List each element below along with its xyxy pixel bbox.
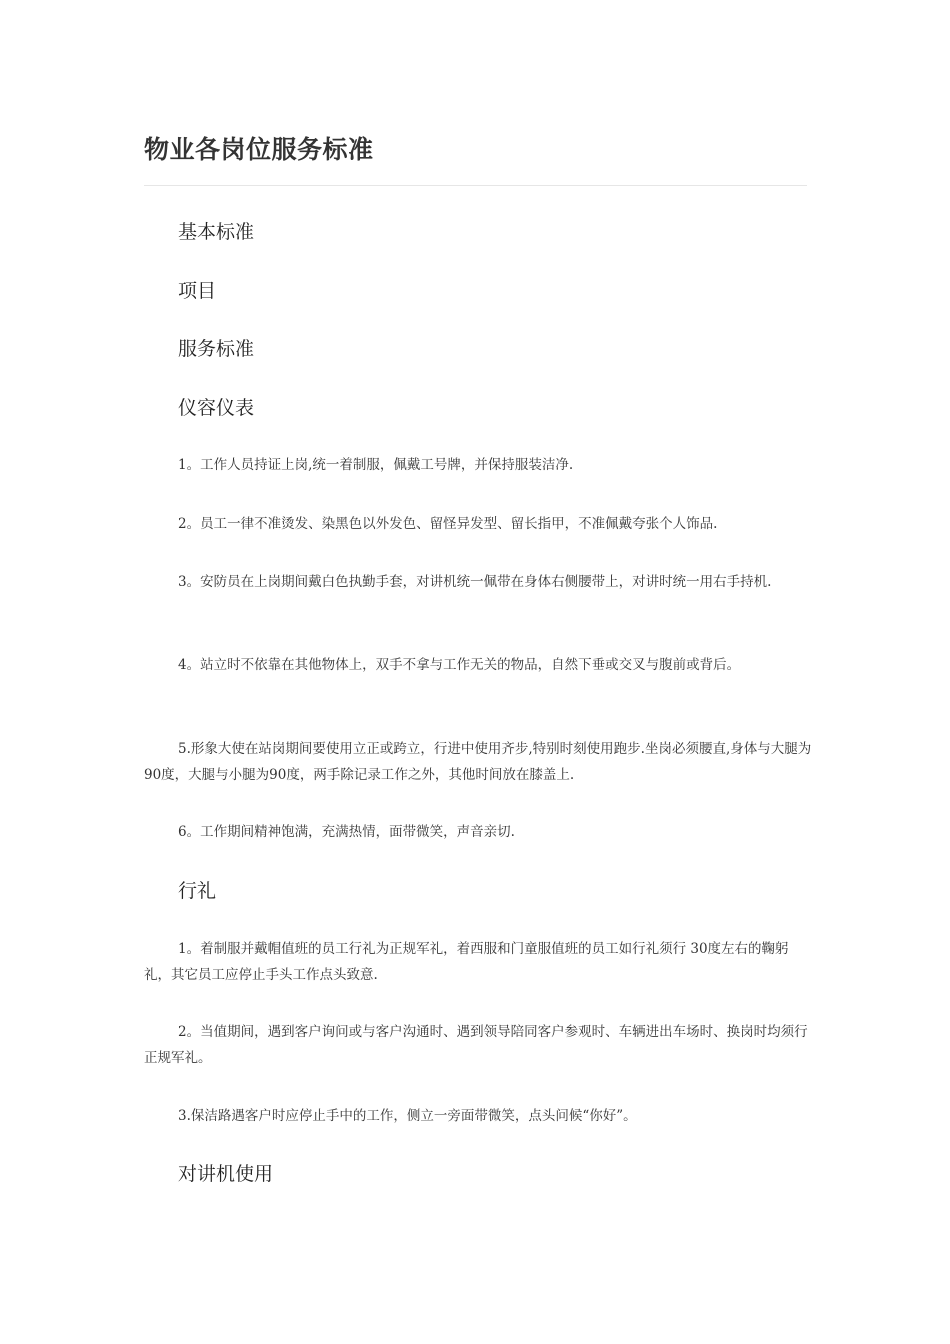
salute-item-1: 1。着制服并戴帽值班的员工行礼为正规军礼，着西服和门童服值班的员工如行礼须行 30度左右的鞠躬礼，其它员工应停止手头工作点头致意. — [144, 941, 789, 983]
title-divider — [144, 185, 807, 186]
heading-basic-standard: 基本标准 — [178, 221, 255, 243]
heading-appearance: 仪容仪表 — [178, 397, 255, 419]
salute-item-3: 3.保洁路遇客户时应停止手中的工作，侧立一旁面带微笑，点头问候“你好”。 — [178, 1108, 637, 1124]
heading-service-standard: 服务标准 — [178, 338, 255, 360]
appearance-item-5: 5.形象大使在站岗期间要使用立正或跨立，行进中使用齐步,特别时刻使用跑步.坐岗必须腰直,身体与大腿为90度，大腿与小腿为90度，两手除记录工作之外，其他时间放在膝盖上. — [144, 741, 812, 783]
heading-salute: 行礼 — [178, 880, 217, 902]
salute-item-2: 2。当值期间，遇到客户询问或与客户沟通时、遇到领导陪同客户参观时、车辆进出车场时、换岗时均须行正规军礼。 — [144, 1024, 808, 1066]
appearance-item-2: 2。员工一律不准烫发、染黑色以外发色、留怪异发型、留长指甲，不准佩戴夸张个人饰品. — [178, 516, 718, 532]
heading-item: 项目 — [178, 280, 217, 302]
appearance-item-6: 6。工作期间精神饱满，充满热情，面带微笑，声音亲切. — [178, 824, 515, 840]
appearance-item-1: 1。工作人员持证上岗,统一着制服，佩戴工号牌，并保持服装洁净. — [178, 457, 574, 473]
appearance-item-3: 3。安防员在上岗期间戴白色执勤手套，对讲机统一佩带在身体右侧腰带上，对讲时统一用右手持机. — [178, 574, 772, 590]
heading-intercom: 对讲机使用 — [178, 1163, 274, 1185]
page-title: 物业各岗位服务标准 — [144, 135, 374, 164]
appearance-item-4: 4。站立时不依靠在其他物体上，双手不拿与工作无关的物品，自然下垂或交叉与腹前或背后。 — [178, 657, 741, 673]
